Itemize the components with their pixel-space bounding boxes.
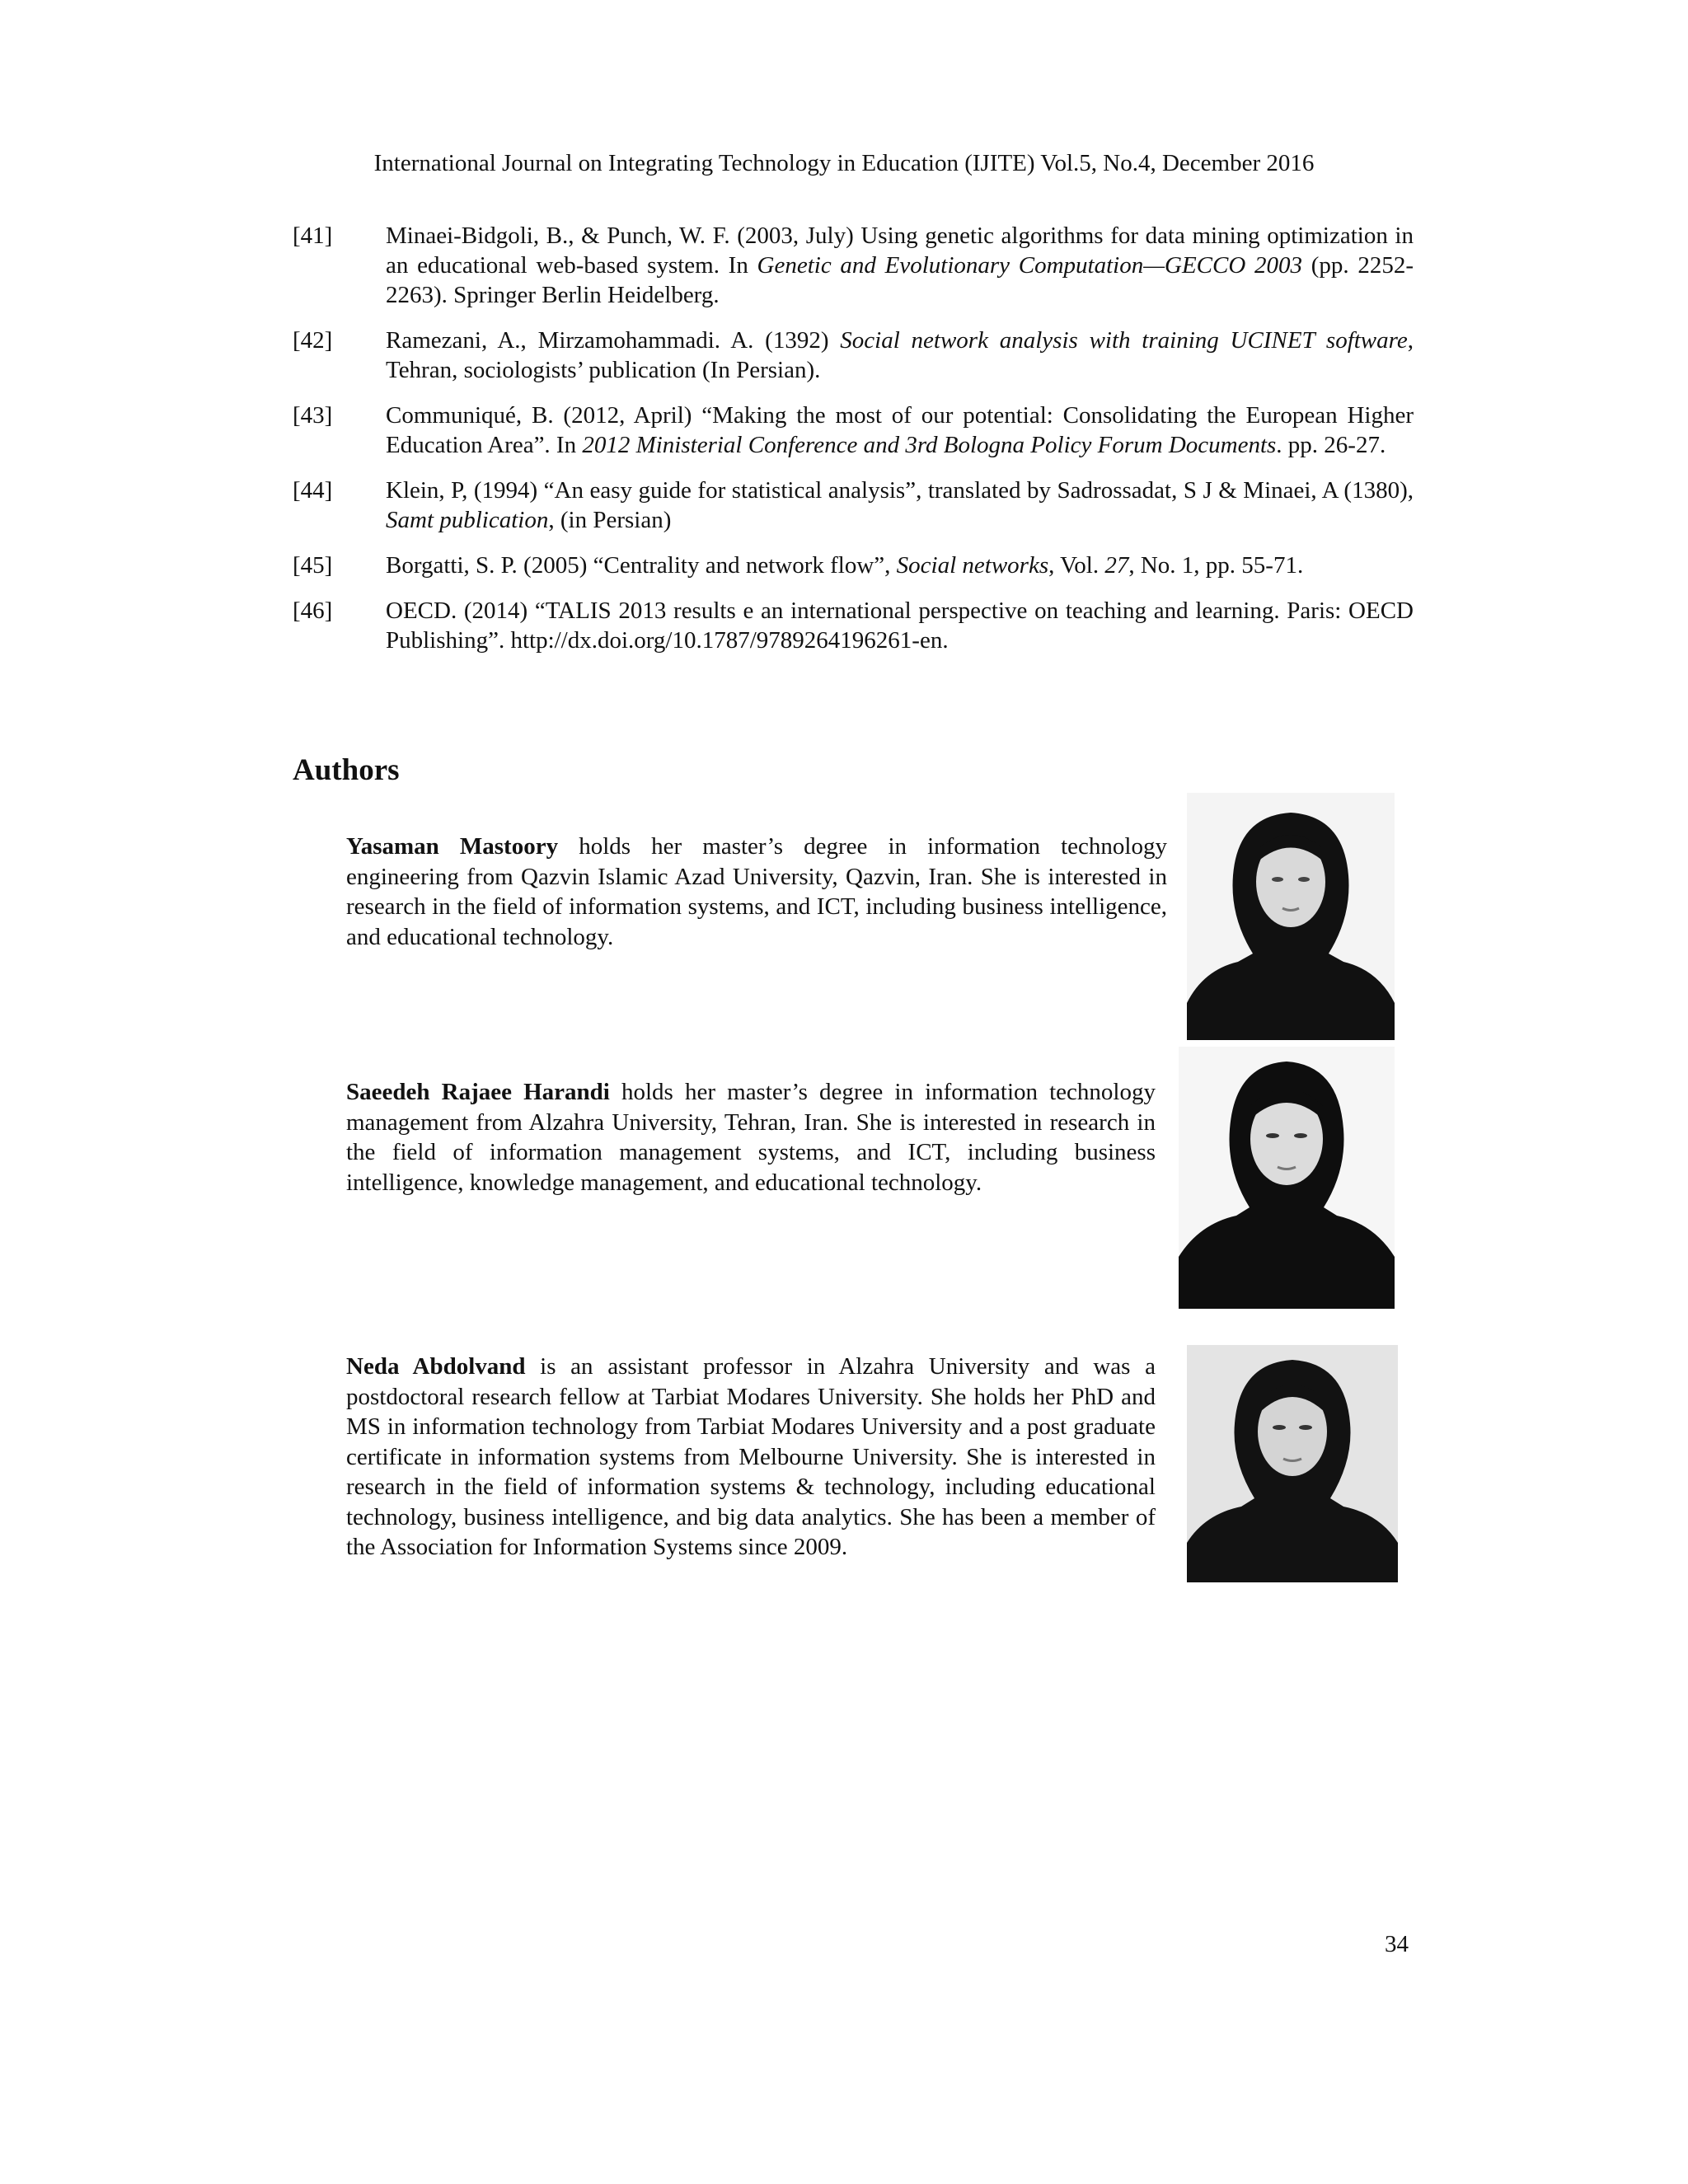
reference-number: [45] (293, 552, 333, 579)
reference-item (293, 326, 1414, 385)
author-bio (346, 832, 1167, 952)
reference-number: [46] (293, 598, 333, 624)
reference-text: Ramezani, A., Mirzamohammadi. A. (1392) Social network analysis with training UCINET software, Tehran, sociologists’ publication (In Persian). (386, 327, 1414, 383)
author-photo (1187, 793, 1395, 1040)
author-bio-text: holds her master’s degree in information technology engineering from Qazvin Islamic Azad University, Qazvin, Iran. She is interested in research in the field of information systems, and ICT, including business intelligence, and educational technology. (346, 833, 1167, 950)
author-name: Saeedeh Rajaee Harandi (346, 1079, 610, 1105)
author-name: Yasaman Mastoory (346, 833, 559, 860)
reference-item (293, 221, 1414, 310)
reference-text: Borgatti, S. P. (2005) “Centrality and network flow”, Social networks, Vol. 27, No. 1, pp. 55-71. (386, 552, 1304, 579)
author-photo (1187, 1345, 1398, 1582)
reference-number: [42] (293, 327, 333, 354)
section-title: Authors (293, 753, 400, 787)
reference-text: Communiqué, B. (2012, April) “Making the most of our potential: Consolidating the European Higher Education Area”. In 2012 Ministerial Conference and 3rd Bologna Policy Forum Documents. pp. 26-27. (386, 402, 1414, 458)
reference-number: [43] (293, 402, 333, 429)
reference-item (293, 596, 1414, 655)
reference-item (293, 476, 1414, 535)
author-bio (346, 1352, 1156, 1563)
reference-text: Minaei-Bidgoli, B., & Punch, W. F. (2003, July) Using genetic algorithms for data mining optimization in an educational web-based system. In Genetic and Evolutionary Computation—GECCO 2003 (pp. 2252-2263). Springer Berlin Heidelberg. (386, 223, 1414, 308)
reference-item (293, 551, 1414, 580)
author-bio (346, 1077, 1156, 1197)
author-bio-text: holds her master’s degree in information technology management from Alzahra University, Tehran, Iran. She is interested in research in the field of information management systems, and ICT, including business intelligence, knowledge management, and educational technology. (346, 1079, 1156, 1196)
running-header: International Journal on Integrating Technology in Education (IJITE) Vol.5, No.4, December 2016 (373, 150, 1315, 176)
author-bio-text: is an assistant professor in Alzahra University and was a postdoctoral research fellow at Tarbiat Modares University. She holds her PhD and MS in information technology from Tarbiat Modares University and a post graduate certificate in information systems from Melbourne University. She is interested in research in the field of information systems & technology, including educational technology, business intelligence, and big data analytics. She has been a member of the Association for Information Systems since 2009. (346, 1353, 1156, 1560)
author-photo (1179, 1047, 1395, 1309)
page-number: 34 (1385, 1931, 1409, 1957)
reference-text: Klein, P, (1994) “An easy guide for statistical analysis”, translated by Sadrossadat, S J & Minaei, A (1380), Samt publication, (in Persian) (386, 477, 1414, 533)
reference-text: OECD. (2014) “TALIS 2013 results e an international perspective on teaching and learning. Paris: OECD Publishing”. http://dx.doi.org/10.1787/9789264196261-en. (386, 598, 1414, 654)
reference-number: [41] (293, 223, 333, 249)
reference-number: [44] (293, 477, 333, 504)
reference-list (293, 221, 1414, 671)
author-name: Neda Abdolvand (346, 1353, 526, 1380)
reference-item (293, 401, 1414, 460)
